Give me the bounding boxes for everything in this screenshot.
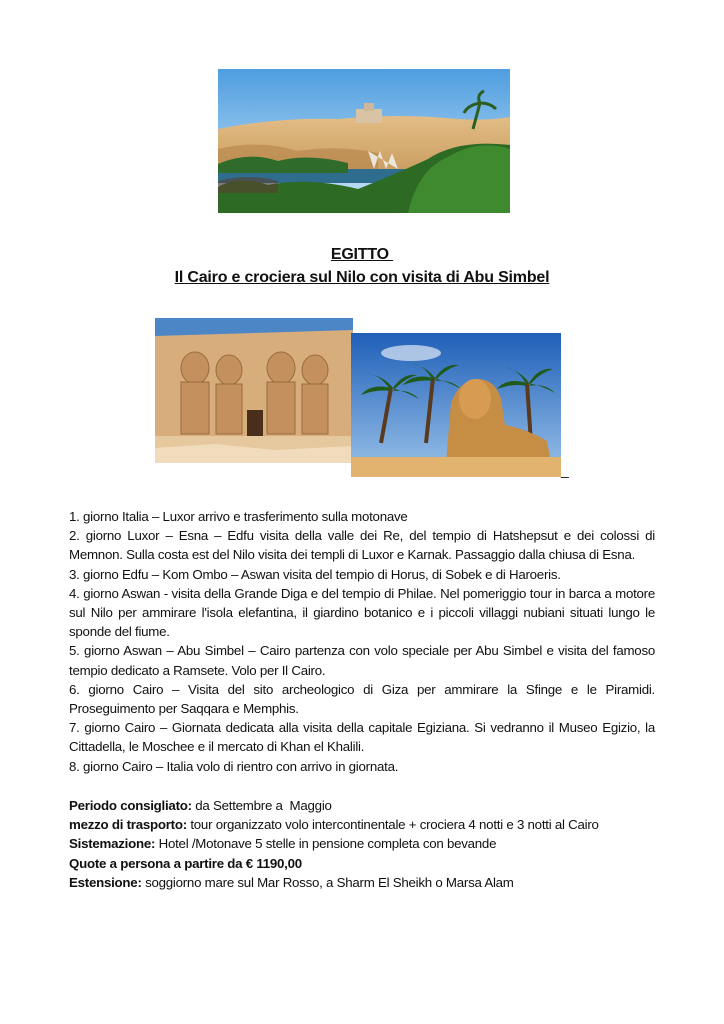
quote-line [69, 854, 659, 873]
abu-simbel-temple-photo [155, 318, 353, 463]
itinerary-day-5: 5. giorno Aswan – Abu Simbel – Cairo partenza con volo speciale per Abu Simbel e visita del famoso tempio dedicato a Ramsete. Volo per Il Cairo. [69, 643, 655, 678]
periodo-line [69, 796, 659, 815]
itinerary-day-1: 1. giorno Italia – Luxor arrivo e trasferimento sulla motonave [69, 509, 408, 524]
page-subtitle: Il Cairo e crociera sul Nilo con visita di Abu Simbel [174, 269, 550, 286]
page-title: EGITTO [330, 246, 394, 263]
sistemazione-line [69, 834, 659, 853]
nile-landscape-photo [218, 69, 510, 213]
itinerary-list [69, 507, 655, 776]
trasporto-label: mezzo di trasporto: [69, 817, 187, 833]
estensione-value: soggiorno mare sul Mar Rosso, a Sharm El Sheikh o Marsa Alam [141, 874, 514, 890]
sistemazione-value: Hotel /Motonave 5 stelle in pensione completa con bevande [155, 836, 497, 852]
itinerary-day-7: 7. giorno Cairo – Giornata dedicata alla visita della capitale Egiziana. Si vedranno il Museo Egizio, la Cittadella, le Moschee e il mercato di Khan el Khalili. [69, 720, 655, 755]
itinerary-day-8: 8. giorno Cairo – Italia volo di rientro con arrivo in giornata. [69, 758, 399, 774]
trasporto-line [69, 815, 659, 834]
estensione-label: Estensione: [69, 874, 142, 890]
estensione-line [69, 873, 659, 892]
itinerary-day-6: 6. giorno Cairo – Visita del sito archeologico di Giza per ammirare la Sfinge e le Piramidi. Proseguimento per Saqqara e Memphis. [69, 681, 655, 717]
trip-info [69, 796, 659, 892]
title-block [0, 243, 724, 289]
itinerary-day-3: 3. giorno Edfu – Kom Ombo – Aswan visita del tempio di Horus, di Sobek e di Haroeris. [69, 566, 561, 582]
stray-underscore: _ [561, 462, 569, 478]
trasporto-value: tour organizzato volo intercontinentale + crociera 4 notti e 3 notti al Cairo [186, 817, 599, 833]
quote-text: Quote a persona a partire da € 1190,00 [69, 855, 302, 871]
periodo-label: Periodo consigliato: [69, 798, 192, 813]
sphinx-palms-photo [351, 333, 561, 477]
itinerary-day-2: 2. giorno Luxor – Esna – Edfu visita della valle dei Re, del tempio di Hatshepsut e dei colossi di Memnon. Sulla costa est del Nilo visita dei templi di Luxor e Karnak. Passaggio dalla chiusa di Esna. [69, 528, 655, 563]
itinerary-day-4: 4. giorno Aswan - visita della Grande Diga e del tempio di Philae. Nel pomeriggio tour in barca a motore sul Nilo per ammirare l'isola elefantina, il giardino botanico e i piccoli villaggi nubiani situati lungo le sponde del fiume. [69, 585, 655, 640]
sistemazione-label: Sistemazione: [69, 836, 156, 852]
periodo-value: da Settembre a Maggio [191, 798, 332, 813]
